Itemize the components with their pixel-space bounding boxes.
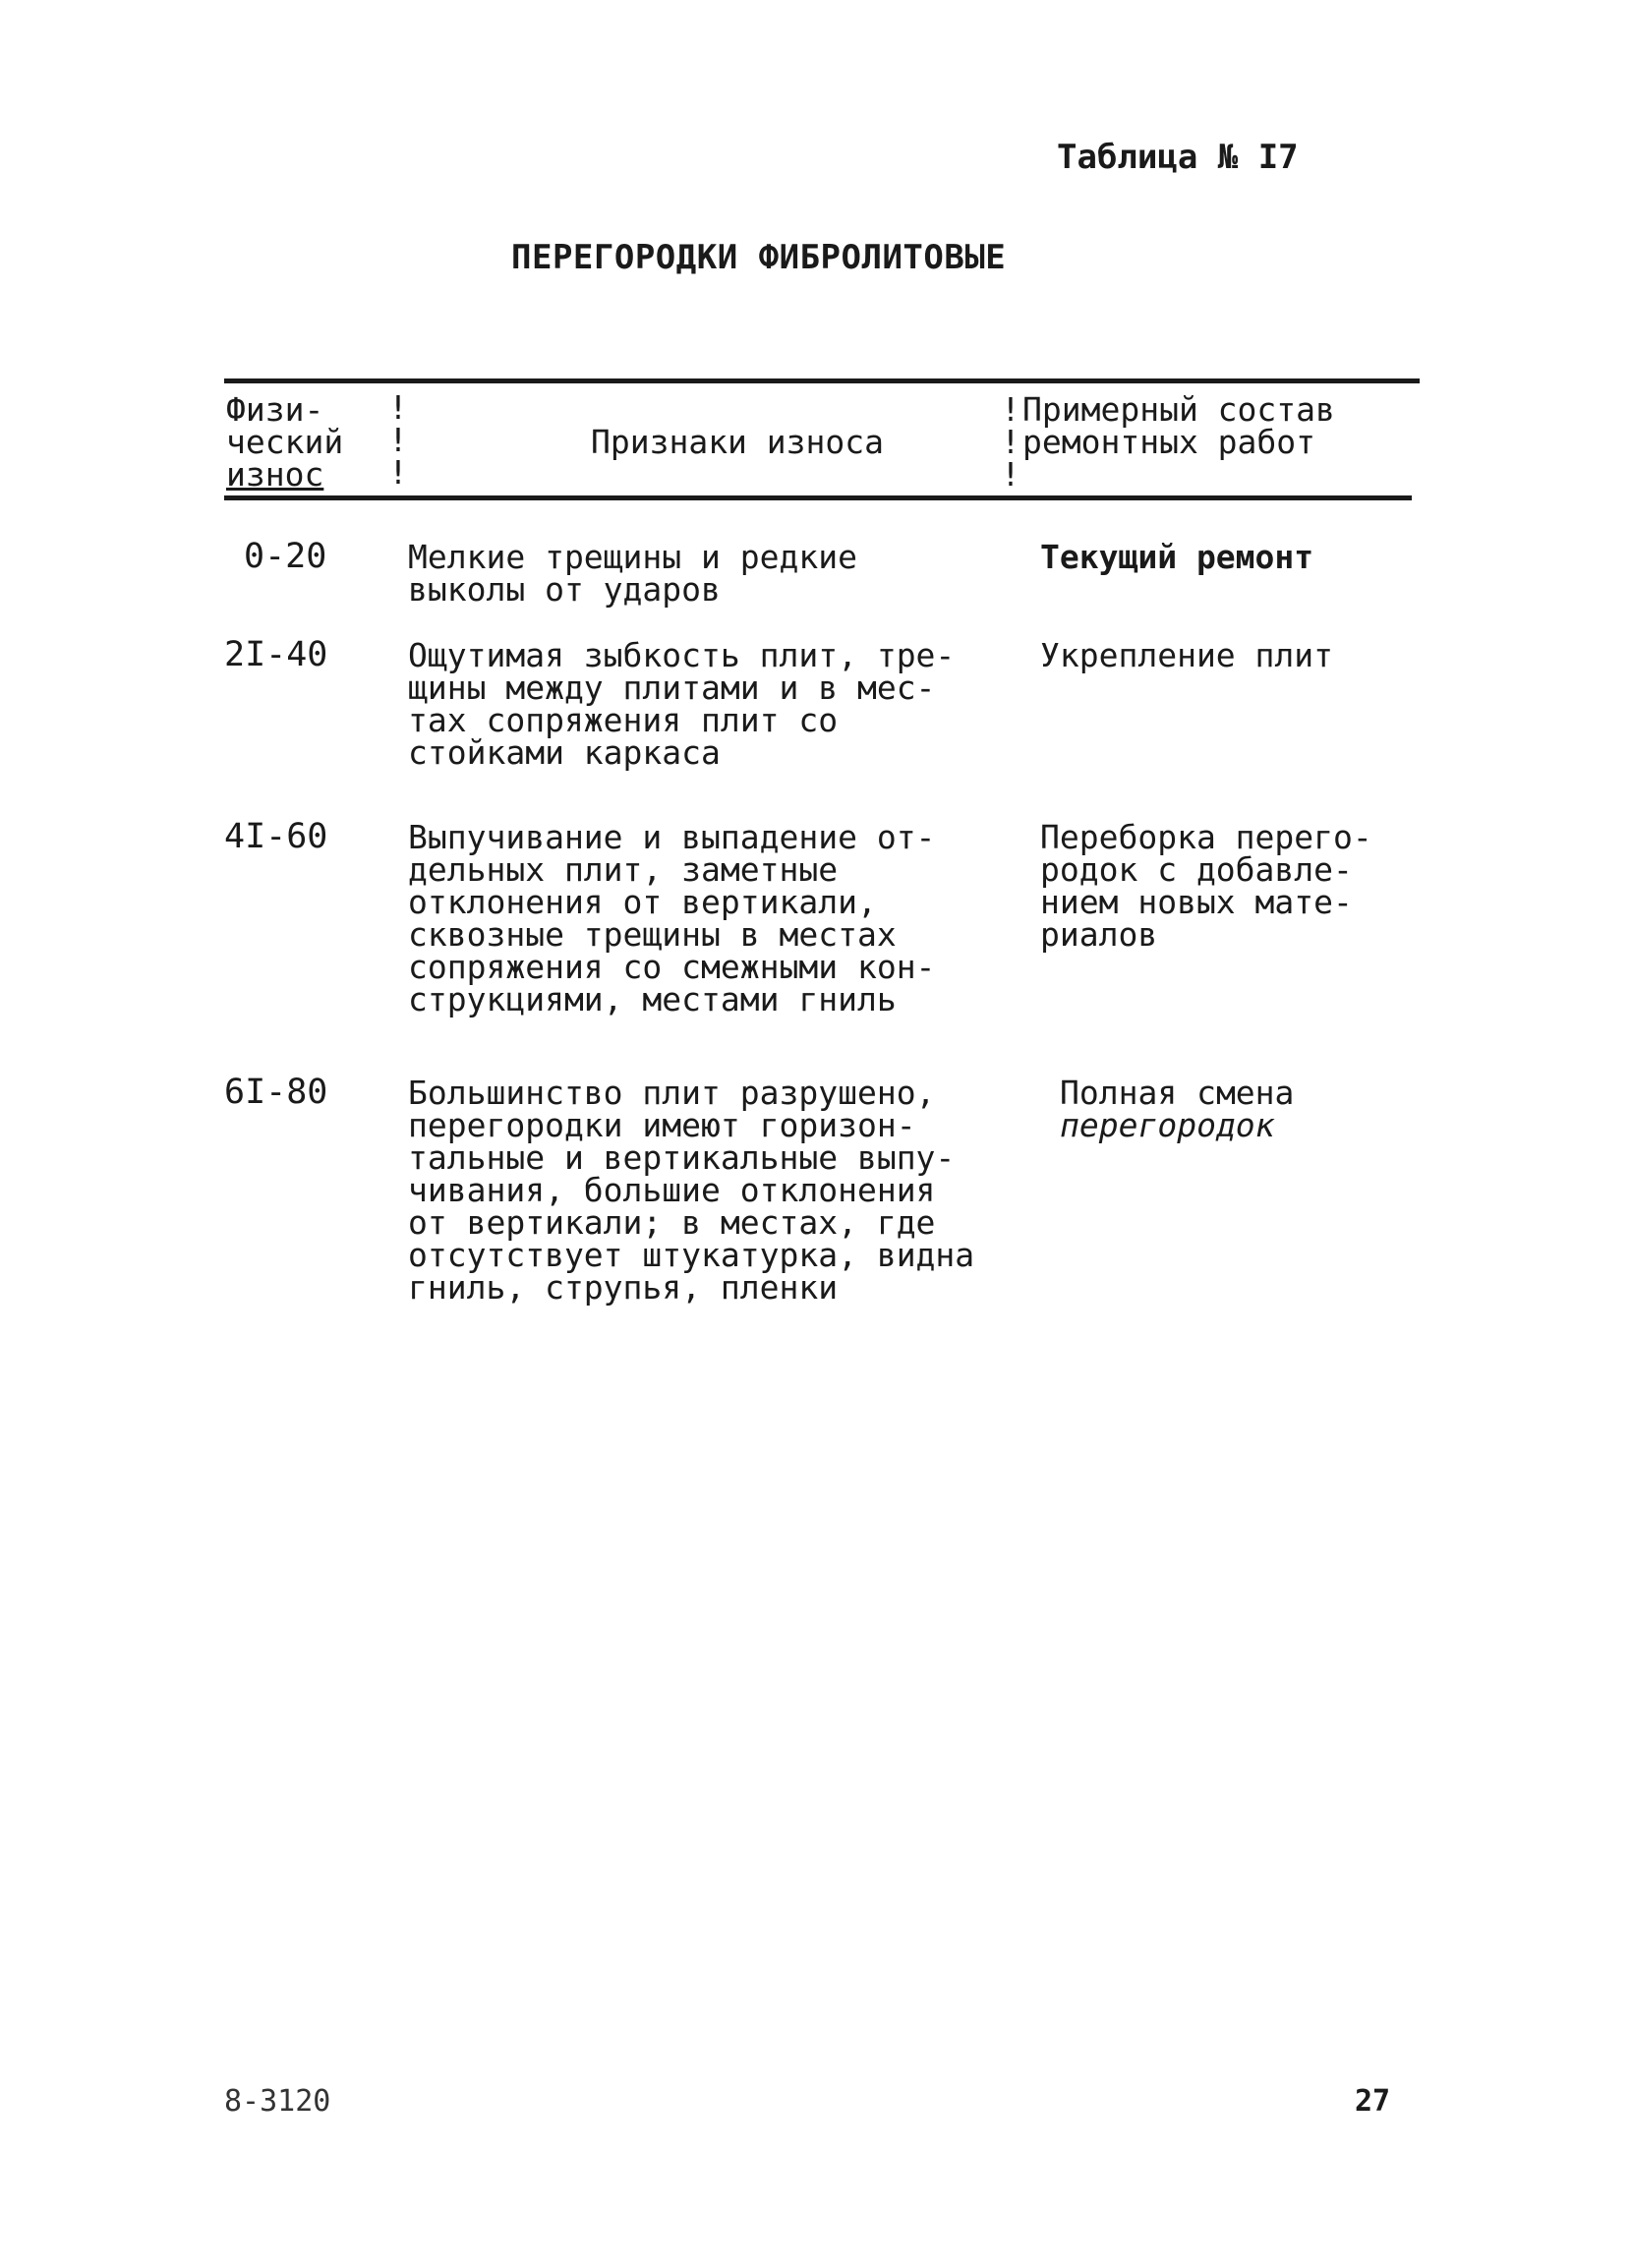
header-col1-line: ческий <box>226 423 344 461</box>
table-top-rule <box>224 378 1420 383</box>
works-cell: Текущий ремонт <box>1040 538 1314 576</box>
wear-range: 4I-60 <box>224 817 328 856</box>
signs-cell: Большинство плит разрушено, перегородки имеют горизон- тальные и вертикальные выпу- чивания, большие отклонения от вертикали; в местах, где отсутствует штукатурка, видна гниль, струпья, пленки <box>408 1074 975 1307</box>
document-code: 8-3120 <box>224 2084 331 2119</box>
page-number: 27 <box>1355 2084 1391 2119</box>
header-separator-left: ! ! ! <box>388 388 408 492</box>
wear-range: 0-20 <box>244 537 327 576</box>
works-cell: Переборка перего- родок с добавле- нием новых мате- риалов <box>1040 818 1372 954</box>
header-col3-line: Примерный состав <box>1022 390 1335 429</box>
table-number: Таблица № I7 <box>1057 138 1299 177</box>
signs-cell: Выпучивание и выпадение от- дельных плит, заметные отклонения от вертикали, сквозные трещины в местах сопряжения со смежными кон- струкциями, местами гниль <box>408 818 936 1018</box>
header-signs-of-wear: Признаки износа <box>590 423 884 461</box>
header-physical-wear <box>226 390 364 494</box>
header-repair-works <box>1022 390 1435 461</box>
page-title: ПЕРЕГОРОДКИ ФИБРОЛИТОВЫЕ <box>511 238 1007 277</box>
wear-range: 6I-80 <box>224 1073 328 1112</box>
header-col1-line: Физи- <box>226 390 324 429</box>
wear-range: 2I-40 <box>224 635 328 674</box>
works-cell: Полная смена перегородок <box>1060 1074 1295 1144</box>
header-col3-line: ремонтных работ <box>1022 423 1316 461</box>
header-separator-right: ! ! ! <box>1001 390 1020 494</box>
works-cell: Укрепление плит <box>1040 636 1334 674</box>
table-header-rule <box>224 495 1412 500</box>
header-col1-line: износ <box>226 455 324 494</box>
signs-cell: Мелкие трещины и редкие выколы от ударов <box>408 538 857 609</box>
signs-cell: Ощутимая зыбкость плит, тре- щины между плитами и в мес- тах сопряжения плит со стойками каркаса <box>408 636 956 772</box>
